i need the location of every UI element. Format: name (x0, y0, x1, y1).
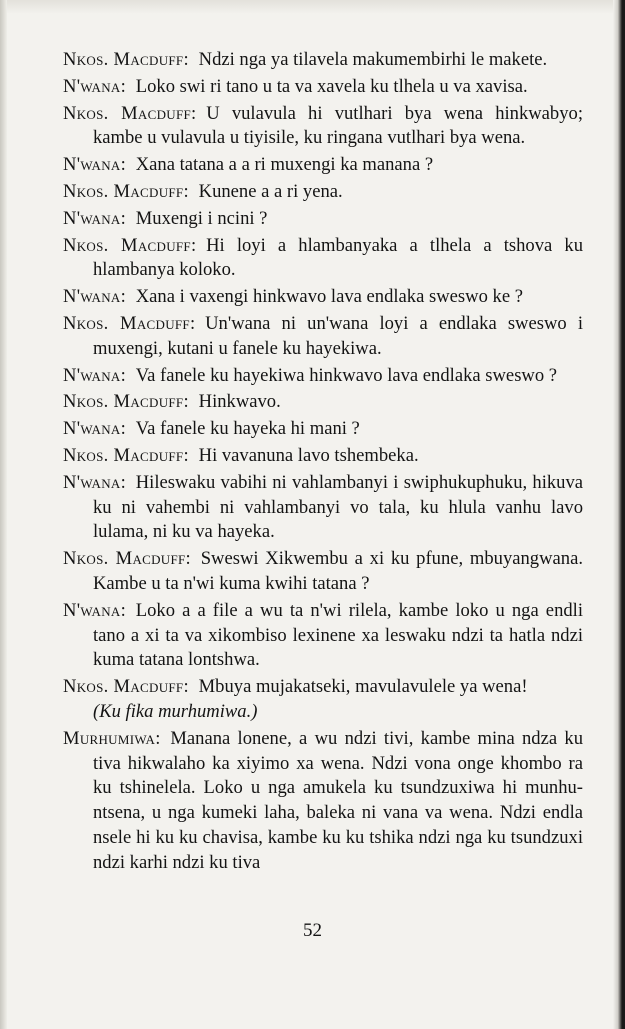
dialogue-line: N'wana: Loko swi ri tano u ta va xavela ku tlhela u va xavisa. (63, 75, 528, 97)
speaker-name: Nkos. Macduff (63, 548, 186, 570)
speaker-name: Nkos. Macduff (63, 180, 184, 202)
dialogue-line: Nkos. Macduff: Hi vavanuna lavo tshembeka. (63, 444, 419, 466)
speaker-name: Nkos. Macduff (63, 676, 184, 698)
dialogue-line: Nkos. Macduff: Hi loyi a hlambanyaka a tlhela a tshova ku hlambanya koloko. (63, 234, 584, 281)
stage-direction: (Ku fika murhumiwa.) (93, 700, 258, 722)
speaker-name: Nkos. Macduff (63, 49, 184, 70)
dialogue-line: N'wana: Hileswaku vabihi ni vahlambanyi i swiphukuphuku, hikuva ku ni vahembi ni vahlambanyi vo tala, ku hlula vanhu lavo lulama, ni ku va hayeka. (63, 471, 583, 543)
dialogue-text-line: Hinkwavo. (198, 391, 281, 413)
dialogue-text-line: Un'wana ni un'wana loyi a endlaka sweswo i muxengi, kutani u fanele ku hayekiwa. (93, 312, 583, 359)
dialogue-line: N'wana: Loko a a file a wu ta n'wi rilela, kambe loko u nga endli tano a xi ta va xikombiso lexinene xa leswaku ndzi ta hatla ndzi kuma tatana lontshwa. (63, 599, 583, 671)
dialogue-text-line: Muxengi i ncini ? (135, 207, 268, 229)
dialogue-text-line: Sweswi Xikwembu a xi ku pfune, mbuyangwana. Kambe u ta n'wi kuma kwihi tatana ? (93, 548, 583, 594)
dialogue-line: N'wana: Xana i vaxengi hinkwavo lava endlaka sweswo ke ? (63, 286, 523, 308)
page-left-edge (0, 0, 7, 1029)
speaker-name: Nkos. Macduff (63, 391, 184, 413)
dialogue-line: Murhumiwa: Manana lonene, a wu ndzi tivi, kambe mina ndza ku tiva hikwalaho ka xiyimo xa wena. Ndzi vona onge khombo ra ku tshinelela. Loko u nga amukela ku tsundzuxiwa hi munhu-ntsena, u nga kumeki laha, baleka ni vana va wena. Ndzi endla nsele hi ku ku chavisa, kambe ku ku tshika ndzi nga ku tsundzuxi ndzi karhi ndzi ku tiva (63, 727, 583, 873)
dialogue-text-line: Hileswaku vabihi ni vahlambanyi i swiphukuphuku, hikuva ku ni vahembi ni vahlambanyi vo tala, ku hlula vanhu lavo lulama, ni ku va hayeka. (93, 471, 583, 543)
dialogue-line: Nkos. Macduff: Kunene a a ri yena. (63, 180, 343, 202)
dialogue-line: N'wana: Va fanele ku hayekiwa hinkwavo lava endlaka sweswo ? (63, 364, 558, 386)
dialogue-text-line: Ndzi nga ya tilavela makumembirhi le makete. (198, 49, 548, 70)
dialogue-line: Nkos. Macduff: Hinkwavo. (63, 391, 281, 413)
speaker-name: Nkos. Macduff (63, 102, 192, 124)
speaker-name: Nkos. Macduff (63, 444, 184, 466)
page-right-edge (613, 0, 625, 1029)
dialogue-text-line: U vulavula hi vutlhari bya wena hinkwabyo; kambe u vulavula u tiyisile, ku ringana vutlhari bya wena. (93, 102, 583, 149)
dialogue-line: N'wana: Va fanele ku hayeka hi mani ? (63, 418, 360, 440)
dialogue-text-line: Xana i vaxengi hinkwavo lava endlaka sweswo ke ? (135, 286, 523, 308)
dialogue-text-line: Loko swi ri tano u ta va xavela ku tlhela u va xavisa. (135, 75, 528, 97)
page-number: 52 (303, 920, 322, 941)
dialogue-line: Nkos. Macduff: Sweswi Xikwembu a xi ku pfune, mbuyangwana. Kambe u ta n'wi kuma kwihi tatana ? (63, 548, 583, 594)
speaker-name: N'wana (63, 75, 121, 97)
speaker-name: N'wana (63, 418, 121, 440)
speaker-name: N'wana (63, 286, 121, 308)
page-top-shadow (0, 0, 625, 14)
dialogue-text-line: Mbuya mujakatseki, mavulavulele ya wena! (198, 676, 528, 698)
dialogue-text-line: Loko a a file a wu ta n'wi rilela, kambe loko u nga endli tano a xi ta va xikombiso lexinene xa leswaku ndzi ta hatla ndzi kuma tatana lontshwa. (93, 599, 583, 671)
speaker-name: Nkos. Macduff (63, 234, 191, 256)
dialogue-text-line: Hi vavanuna lavo tshembeka. (198, 444, 419, 466)
speaker-name: N'wana (63, 154, 121, 176)
dialogue-text-line: Va fanele ku hayekiwa hinkwavo lava endlaka sweswo ? (135, 364, 558, 386)
speaker-name: N'wana (63, 471, 121, 493)
speaker-name: N'wana (63, 364, 121, 386)
dialogue-text (63, 48, 583, 878)
dialogue-text-line: Manana lonene, a wu ndzi tivi, kambe mina ndza ku tiva hikwalaho ka xiyimo xa wena. Ndzi vona onge khombo ra ku tshinelela. Loko u nga amukela ku tsundzuxiwa hi munhu-ntsena, u nga kumeki laha, baleka ni vana va wena. Ndzi endla nsele hi ku ku chavisa, kambe ku ku tshika ndzi nga ku tsundzuxi ndzi karhi ndzi ku tiva (93, 727, 583, 873)
dialogue-text-line: Hi loyi a hlambanyaka a tlhela a tshova ku hlambanya koloko. (93, 234, 584, 281)
dialogue-line: Nkos. Macduff: Ndzi nga ya tilavela makumembirhi le makete. (63, 49, 548, 70)
dialogue-line: Nkos. Macduff: Mbuya mujakatseki, mavulavulele ya wena! (Ku fika murhumiwa.) (63, 675, 583, 725)
dialogue-text-line: Va fanele ku hayeka hi mani ? (135, 418, 360, 440)
speaker-name: N'wana (63, 599, 121, 621)
dialogue-text-line: Kunene a a ri yena. (198, 180, 343, 202)
speaker-name: Nkos. Macduff (63, 312, 190, 334)
speaker-name: N'wana (63, 207, 121, 229)
dialogue-line: Nkos. Macduff: U vulavula hi vutlhari bya wena hinkwabyo; kambe u vulavula u tiyisile, ku ringana vutlhari bya wena. (63, 102, 583, 149)
speaker-name: Murhumiwa (63, 727, 156, 749)
dialogue-text-line: Xana tatana a a ri muxengi ka manana ? (135, 154, 434, 176)
dialogue-line: N'wana: Xana tatana a a ri muxengi ka manana ? (63, 154, 434, 176)
dialogue-line: Nkos. Macduff: Un'wana ni un'wana loyi a endlaka sweswo i muxengi, kutani u fanele ku hayekiwa. (63, 312, 583, 359)
dialogue-line: N'wana: Muxengi i ncini ? (63, 207, 268, 229)
